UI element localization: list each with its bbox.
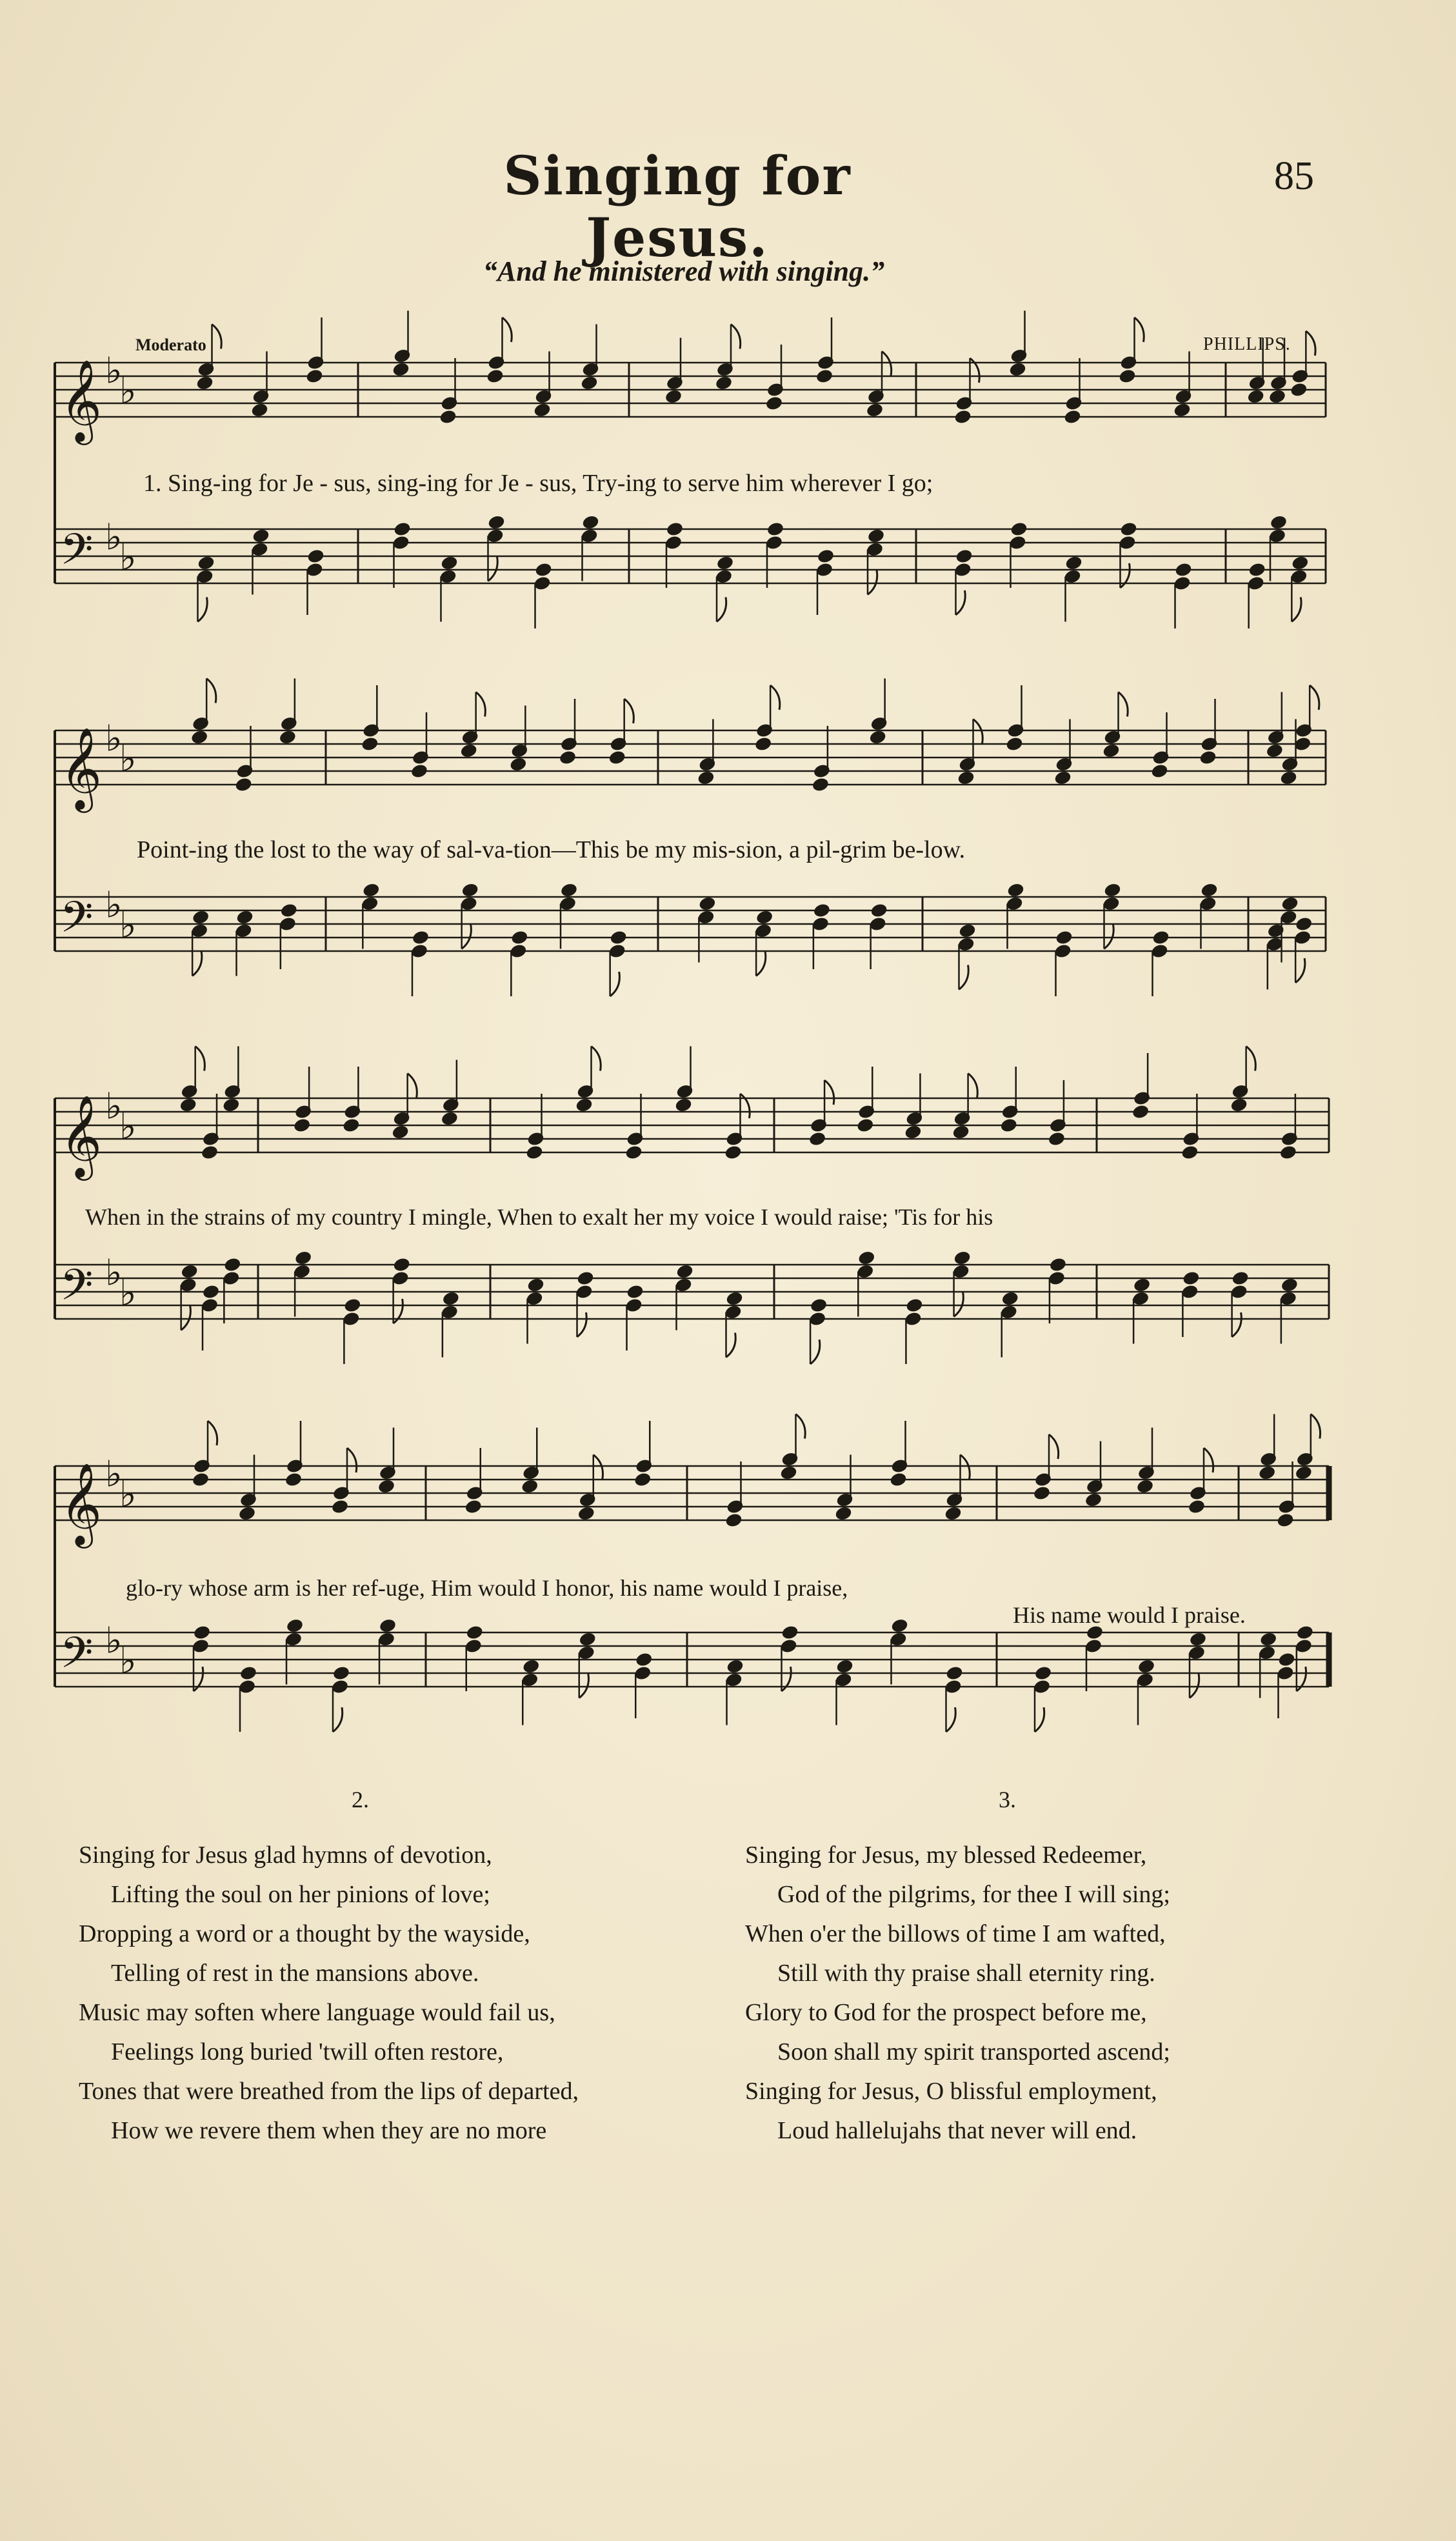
note-head [1277, 1651, 1296, 1667]
note-flag [726, 1333, 736, 1358]
note-head [635, 1651, 653, 1667]
note-head [1136, 1478, 1155, 1494]
note-head [1084, 1492, 1103, 1508]
note-head [306, 548, 325, 564]
note-head [197, 555, 215, 571]
note-head [293, 1117, 312, 1133]
verse-3-line: When o'er the billows of time I am wafted, [745, 1920, 1166, 1947]
note-head [525, 1144, 544, 1160]
note-head [521, 1478, 539, 1494]
key-signature-flat-icon: ♭ [105, 884, 123, 927]
note-head [1182, 1270, 1201, 1286]
note-head [533, 402, 552, 418]
note-head [1181, 1144, 1199, 1160]
note-head [952, 1124, 970, 1140]
note-flag [194, 1667, 203, 1691]
lyric-line-1: 1. Sing-ing for Je - sus, sing-ing for Je - sus, Try-ing to serve him wherever I go; [143, 470, 933, 497]
note-head [1279, 770, 1298, 786]
note-head [509, 756, 528, 772]
note-flag [946, 1707, 956, 1732]
note-head [284, 1471, 303, 1487]
note-head [817, 548, 835, 564]
note-head [1001, 1291, 1019, 1307]
note-head [1132, 1103, 1150, 1120]
verse-3-number: 3. [999, 1787, 1016, 1813]
note-flag [868, 570, 877, 595]
verse-2-line: How we revere them when they are no more [111, 2117, 547, 2144]
note-head [766, 521, 785, 537]
note-head [180, 1263, 199, 1280]
note-head [1102, 743, 1121, 759]
note-head [1118, 368, 1137, 384]
key-signature-flat-icon: ♭ [105, 718, 123, 760]
note-head [1290, 381, 1308, 397]
note-head [461, 882, 479, 898]
note-head [1173, 402, 1192, 418]
note-head [1137, 1658, 1156, 1674]
note-head [239, 1665, 258, 1681]
note-head [958, 923, 977, 939]
note-head [1034, 1665, 1053, 1681]
note-flag [208, 1421, 217, 1445]
note-head [410, 763, 429, 779]
note-flag [624, 699, 634, 723]
note-head [867, 528, 886, 544]
note-head [856, 1117, 875, 1133]
verse-2-number: 2. [352, 1787, 369, 1813]
note-head [1053, 770, 1072, 786]
lyric-line-4-ending: His name would I praise. [1013, 1602, 1246, 1628]
note-head [578, 1631, 597, 1647]
note-flag [1119, 692, 1128, 717]
note-head [755, 909, 774, 925]
note-head [1291, 555, 1310, 571]
note-flag [579, 1674, 589, 1698]
note-head [202, 1283, 221, 1300]
note-flag [796, 1414, 806, 1439]
note-head [953, 408, 972, 425]
note-flag [1291, 598, 1301, 622]
note-head [868, 729, 887, 745]
note-head [1008, 361, 1027, 377]
note-flag [333, 1707, 343, 1732]
note-head [1258, 1465, 1277, 1481]
epigraph: “And he ministered with singing.” [483, 256, 885, 287]
note-head [1246, 388, 1265, 405]
note-head [857, 1250, 876, 1266]
verse-3-line: Singing for Jesus, O blissful employment, [745, 2078, 1157, 2105]
note-flag [592, 1047, 601, 1071]
note-head [1006, 882, 1025, 898]
note-head [999, 1117, 1018, 1133]
note-head [664, 388, 683, 405]
note-flag [973, 719, 983, 744]
note-flag [824, 1080, 834, 1105]
note-head [889, 1471, 908, 1487]
note-head [575, 1097, 593, 1113]
note-head [866, 402, 884, 418]
note-head [955, 548, 973, 564]
note-head [192, 1471, 210, 1487]
note-head [945, 1665, 964, 1681]
note-flag [610, 972, 620, 996]
note-head [1248, 561, 1266, 578]
bass-clef-icon: 𝄢 [60, 1260, 94, 1320]
note-head [725, 1291, 744, 1307]
note-head [1266, 923, 1285, 939]
treble-clef-icon: 𝄞 [60, 1094, 103, 1177]
treble-clef-icon: 𝄞 [60, 359, 103, 441]
note-head [724, 1144, 743, 1160]
note-head [1281, 1277, 1299, 1293]
note-head [1048, 1130, 1066, 1147]
note-head [1133, 1277, 1152, 1293]
note-head [835, 1658, 854, 1674]
note-head [1200, 882, 1219, 898]
treble-clef-icon: 𝄞 [60, 727, 103, 809]
note-head [1268, 388, 1287, 405]
note-head [412, 929, 430, 945]
bass-clef-icon: 𝄢 [60, 525, 94, 585]
composer-name: PHILLIPS. [1203, 334, 1291, 354]
note-head [626, 1283, 644, 1300]
note-head [1295, 916, 1313, 932]
note-head [957, 770, 975, 786]
verse-3-line: Soon shall my spirit transported ascend; [777, 2038, 1170, 2065]
note-head [1259, 1631, 1278, 1647]
note-head [377, 1478, 396, 1494]
note-head [343, 1297, 362, 1313]
note-head [716, 555, 735, 571]
note-head [815, 368, 834, 384]
hymn-title: Singing for Jesus. [503, 145, 852, 269]
note-head [332, 1665, 351, 1681]
note-head [442, 1291, 461, 1307]
note-head [1150, 763, 1169, 779]
note-head [1033, 1485, 1052, 1501]
time-signature [145, 361, 168, 418]
note-flag [1311, 1414, 1321, 1439]
note-head [726, 1658, 744, 1674]
lyric-line-2: Point-ing the lost to the way of sal-va-tion—This be my mis-sion, a pil-grim be-low. [137, 836, 966, 863]
note-head [675, 1263, 694, 1280]
note-head [222, 1097, 241, 1113]
note-head [439, 408, 457, 425]
bass-clef-icon: 𝄢 [60, 892, 94, 952]
key-signature-flat-icon: ♭ [105, 1453, 123, 1496]
note-flag [756, 952, 766, 976]
note-flag [959, 965, 969, 990]
note-head [441, 1110, 459, 1127]
note-head [192, 909, 210, 925]
verse-2-line: Singing for Jesus glad hymns of devotion, [79, 1842, 492, 1869]
note-head [1265, 743, 1284, 759]
note-flag [968, 1074, 978, 1098]
note-head [440, 555, 459, 571]
note-head [1005, 736, 1024, 752]
note-head [609, 929, 628, 945]
note-head [379, 1618, 397, 1634]
note-flag [782, 1667, 792, 1691]
note-head [813, 902, 832, 918]
note-flag [1310, 685, 1319, 710]
note-head [486, 368, 504, 384]
note-head [534, 561, 553, 578]
verse-3-line: Still with thy praise shall eternity ring. [777, 1960, 1155, 1987]
note-head [361, 736, 379, 752]
note-head [392, 361, 410, 377]
note-head [608, 749, 626, 765]
note-flag [970, 358, 980, 383]
note-head [195, 375, 214, 391]
note-head [808, 1130, 827, 1147]
verse-3-line: Glory to God for the prospect before me, [745, 1999, 1147, 2026]
note-head [765, 395, 784, 411]
note-flag [810, 1340, 820, 1364]
key-signature-flat-icon: ♭ [119, 1640, 137, 1682]
note-flag [1204, 1448, 1213, 1472]
note-head [464, 1498, 483, 1514]
note-head [342, 1117, 361, 1133]
note-head [526, 1277, 545, 1293]
note-head [1174, 561, 1193, 578]
note-head [1294, 1465, 1313, 1481]
note-flag [577, 1312, 587, 1337]
verse-3-line: God of the pilgrims, for thee I will sing; [777, 1881, 1170, 1908]
note-head [944, 1505, 962, 1522]
key-signature-flat-icon: ♭ [105, 1252, 123, 1294]
note-head [715, 375, 733, 391]
note-head [1119, 521, 1138, 537]
note-flag [1104, 925, 1114, 949]
note-head [459, 743, 478, 759]
key-signature-flat-icon: ♭ [119, 1106, 137, 1148]
note-flag [954, 1292, 964, 1317]
key-signature-flat-icon: ♭ [105, 350, 123, 392]
note-head [278, 729, 297, 745]
note-head [890, 1618, 909, 1634]
verse-2-line: Lifting the soul on her pinions of love; [111, 1881, 490, 1908]
note-flag [1190, 1674, 1199, 1698]
note-head [1230, 1097, 1248, 1113]
note-flag [1232, 1312, 1242, 1337]
note-head [905, 1297, 924, 1313]
note-head [904, 1124, 922, 1140]
tempo-marking: Moderato [135, 336, 206, 354]
note-head [560, 882, 579, 898]
verse-2-line: Music may soften where language would fail us, [79, 1999, 555, 2026]
time-signature [145, 528, 168, 585]
note-head [465, 1624, 484, 1640]
note-head [1189, 1631, 1208, 1647]
note-flag [1121, 563, 1130, 588]
note-head [393, 521, 412, 537]
lyric-line-4: glo-ry whose arm is her ref-uge, Him would I honor, his name would I praise, [126, 1575, 848, 1601]
note-head [559, 749, 577, 765]
note-head [580, 375, 599, 391]
note-head [510, 929, 529, 945]
note-head [577, 1505, 595, 1522]
note-head [779, 1465, 798, 1481]
key-signature-flat-icon: ♭ [105, 1085, 123, 1128]
note-flag [1135, 317, 1144, 342]
note-head [223, 1256, 242, 1272]
key-signature-flat-icon: ♭ [119, 738, 137, 780]
note-head [238, 1505, 257, 1522]
note-head [279, 902, 298, 918]
note-flag [206, 679, 216, 703]
note-head [235, 909, 254, 925]
note-flag [347, 1448, 357, 1472]
note-flag [195, 1047, 205, 1071]
key-signature-flat-icon: ♭ [119, 370, 137, 412]
note-head [392, 1256, 411, 1272]
note-head [1281, 896, 1299, 912]
verse-2-line: Feelings long buried 'twill often restore, [111, 2038, 504, 2065]
note-head [1152, 929, 1170, 945]
note-head [190, 729, 209, 745]
note-flag [192, 952, 202, 976]
note-head [1010, 521, 1028, 537]
verse-3-line: Loud hallelujahs that never will end. [777, 2117, 1137, 2144]
note-head [1276, 1512, 1295, 1528]
note-head [1188, 1498, 1206, 1514]
note-head [576, 1270, 595, 1286]
note-head [698, 896, 717, 912]
note-flag [1246, 1047, 1256, 1071]
note-flag [717, 598, 726, 622]
note-head [754, 736, 773, 752]
note-flag [1295, 958, 1305, 983]
note-flag [731, 325, 741, 349]
note-head [391, 1124, 410, 1140]
note-head [834, 1505, 853, 1522]
note-head [870, 902, 888, 918]
note-flag [488, 557, 498, 581]
note-flag [476, 692, 486, 717]
key-signature-flat-icon: ♭ [105, 1620, 123, 1662]
note-head [697, 770, 715, 786]
note-head [1295, 1624, 1314, 1640]
note-head [234, 776, 253, 792]
note-head [624, 1144, 643, 1160]
note-head [331, 1498, 350, 1514]
note-head [294, 1250, 313, 1266]
note-flag [961, 1455, 970, 1480]
note-head [1103, 882, 1122, 898]
note-flag [462, 925, 472, 949]
note-head [953, 1250, 972, 1266]
note-head [305, 368, 324, 384]
note-head [487, 514, 506, 530]
key-signature-flat-icon: ♭ [105, 516, 123, 559]
note-head [1270, 514, 1288, 530]
note-head [1055, 929, 1073, 945]
note-head [193, 1624, 212, 1640]
note-flag [198, 598, 208, 622]
note-flag [741, 1094, 750, 1118]
note-head [1279, 1144, 1298, 1160]
note-head [781, 1624, 799, 1640]
note-flag [593, 1455, 603, 1480]
note-head [1064, 555, 1083, 571]
note-flag [1049, 1434, 1059, 1459]
note-flag [1306, 331, 1315, 356]
key-signature-flat-icon: ♭ [119, 905, 137, 947]
lyric-line-3: When in the strains of my country I mingle, When to exalt her my voice I would raise; 'Tis for his [85, 1204, 993, 1230]
note-head [1231, 1270, 1250, 1286]
note-head [286, 1618, 304, 1634]
note-head [250, 402, 269, 418]
verse-2-line: Tones that were breathed from the lips of departed, [79, 2078, 579, 2105]
note-head [666, 521, 684, 537]
note-flag [503, 317, 512, 342]
note-flag [212, 325, 222, 349]
verse-2-line: Telling of rest in the mansions above. [111, 1960, 479, 1987]
note-flag [1035, 1707, 1044, 1732]
note-head [522, 1658, 541, 1674]
page-number: 85 [1274, 154, 1314, 198]
key-signature-flat-icon: ♭ [119, 1272, 137, 1314]
key-signature-flat-icon: ♭ [119, 1474, 137, 1516]
note-head [633, 1471, 652, 1487]
note-flag [770, 685, 780, 710]
note-head [812, 776, 830, 792]
note-head [581, 514, 600, 530]
note-head [362, 882, 381, 898]
verse-2-line: Dropping a word or a thought by the wayside, [79, 1920, 530, 1947]
note-flag [181, 1306, 191, 1331]
note-flag [882, 352, 892, 376]
verse-2 [79, 1836, 788, 2151]
key-signature-flat-icon: ♭ [119, 537, 137, 579]
treble-clef-icon: 𝄞 [60, 1462, 103, 1545]
note-flag [1297, 1667, 1306, 1691]
note-head [201, 1144, 219, 1160]
note-head [252, 528, 270, 544]
note-flag [408, 1074, 417, 1098]
bass-clef-icon: 𝄢 [60, 1628, 94, 1688]
verse-3-line: Singing for Jesus, my blessed Redeemer, [745, 1842, 1147, 1869]
note-head [724, 1512, 743, 1528]
note-head [810, 1297, 828, 1313]
note-head [1199, 749, 1217, 765]
note-flag [956, 590, 966, 615]
note-head [674, 1097, 693, 1113]
note-head [179, 1097, 197, 1113]
note-flag [394, 1299, 403, 1323]
verse-3 [745, 1836, 1422, 2151]
note-head [1049, 1256, 1068, 1272]
note-head [1063, 408, 1082, 425]
